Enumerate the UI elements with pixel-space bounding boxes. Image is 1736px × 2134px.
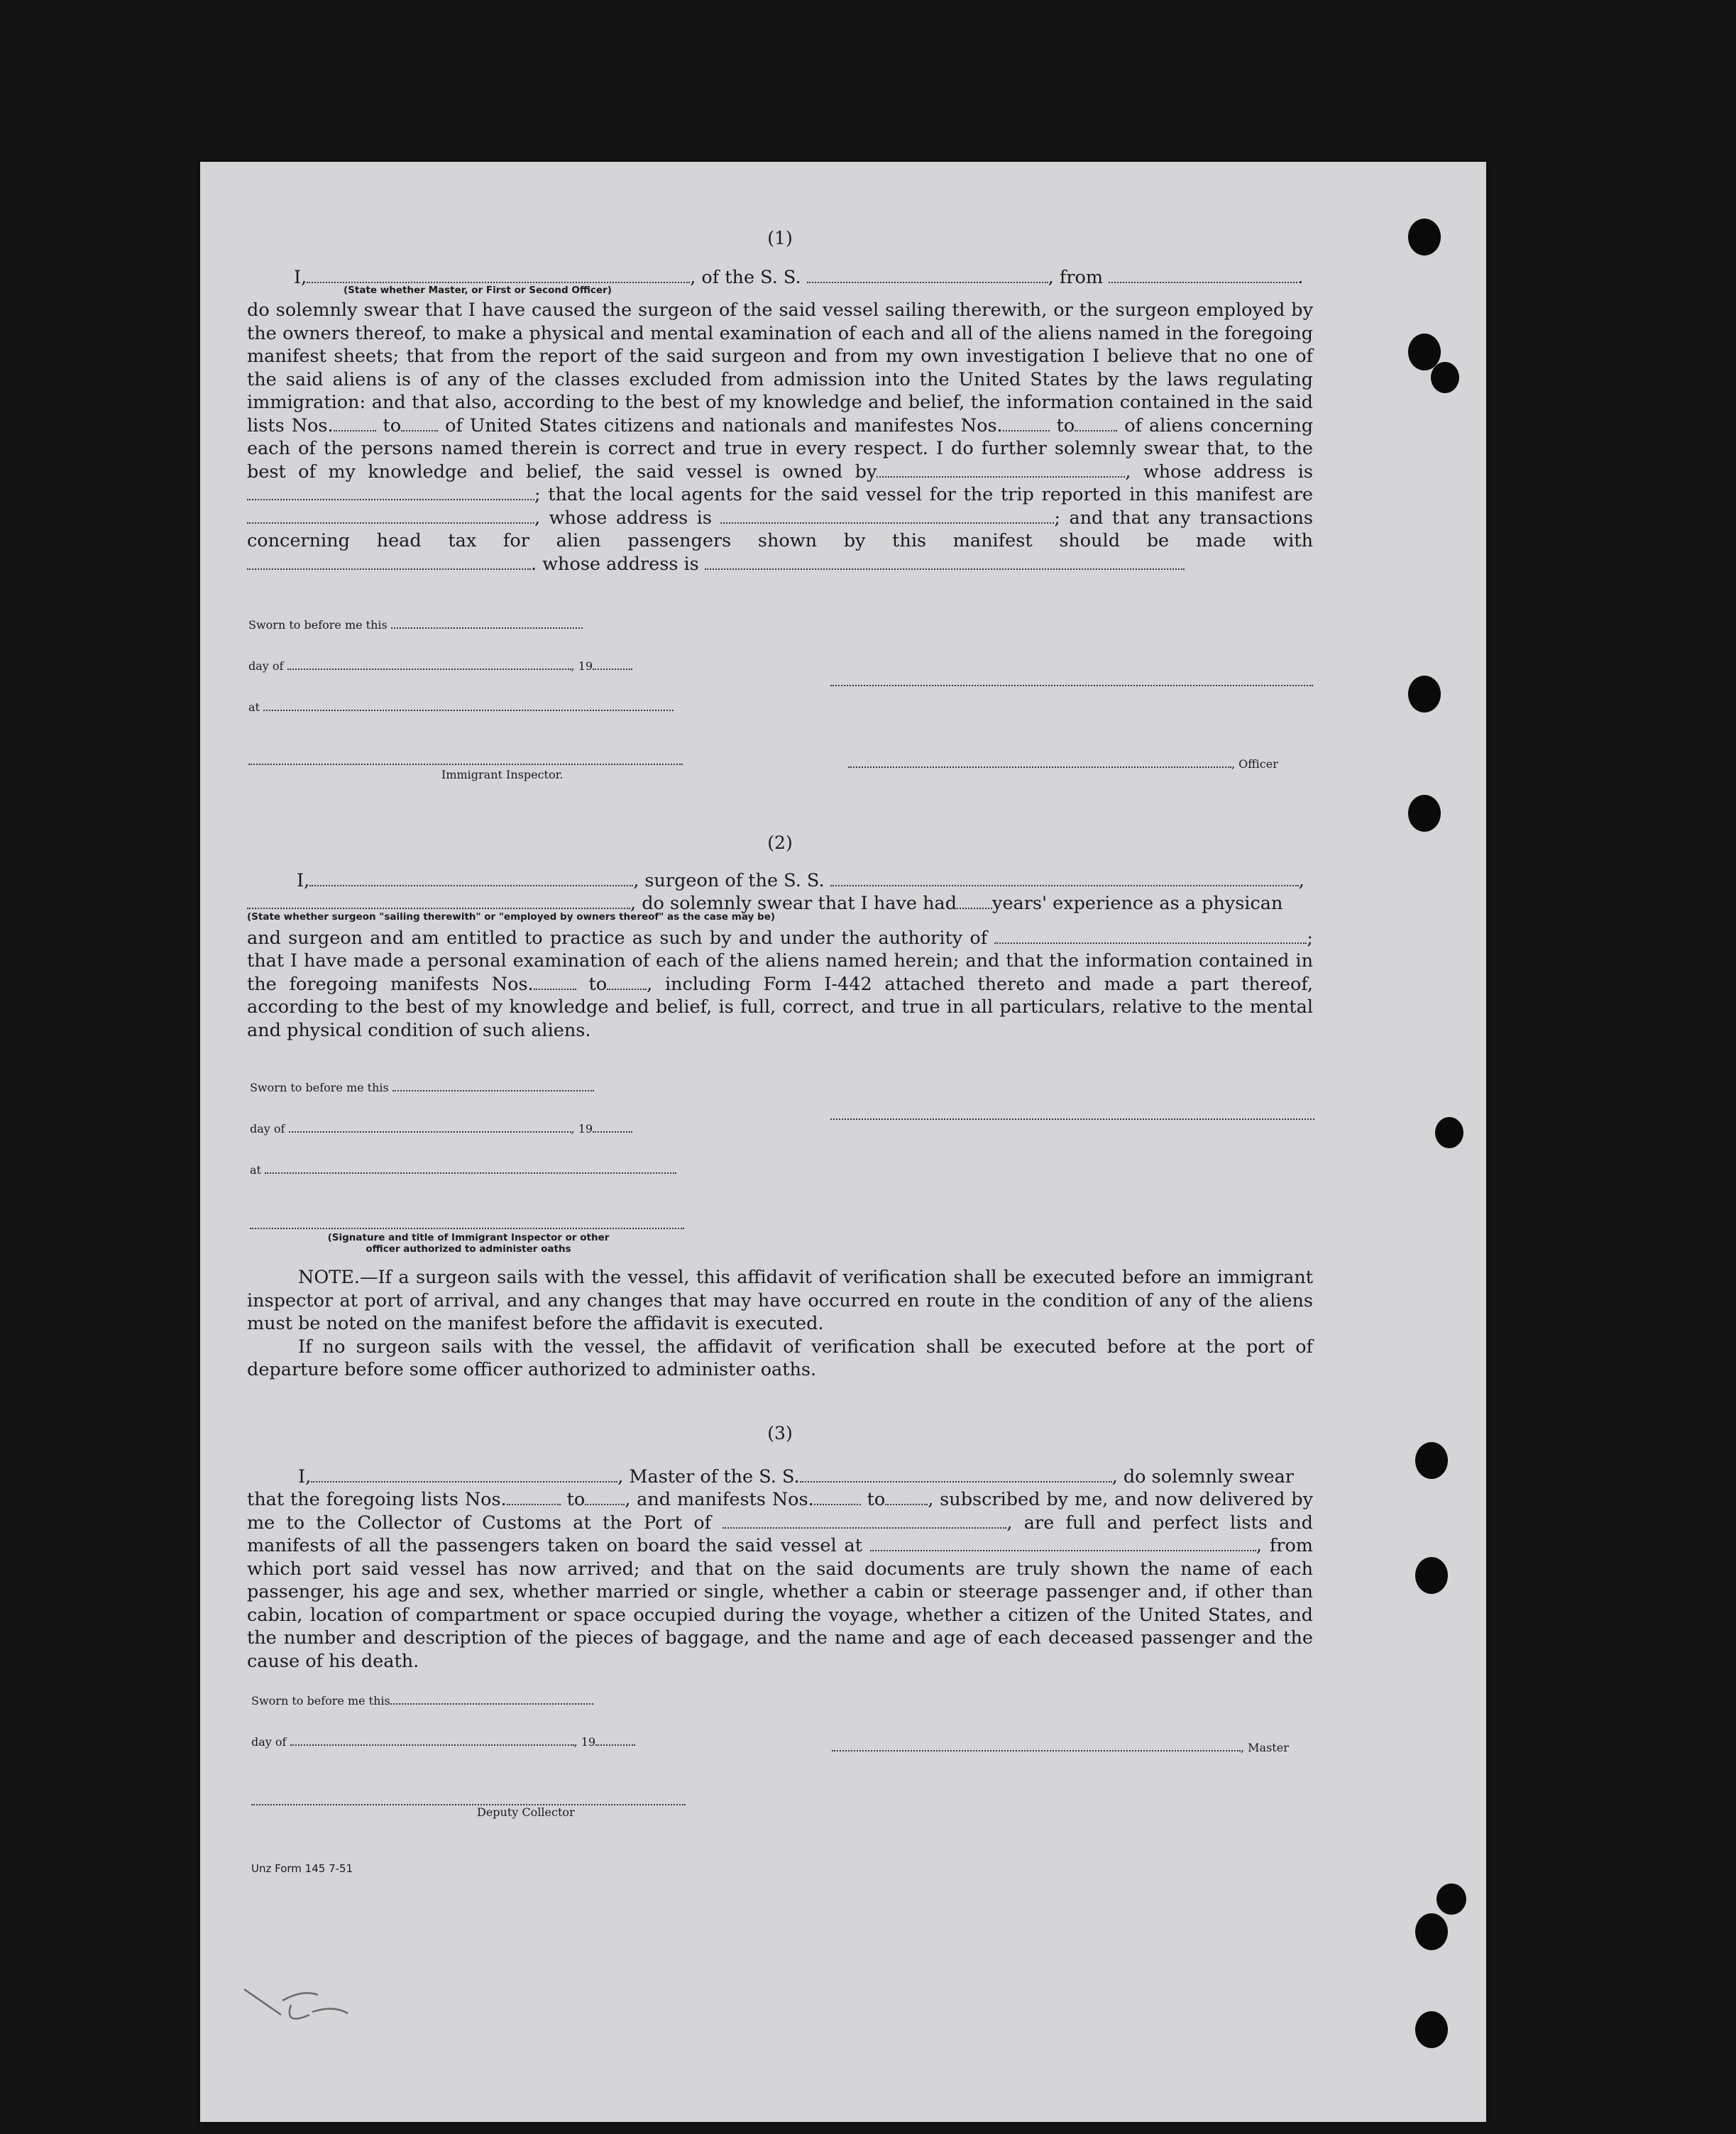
at-place-field[interactable] xyxy=(263,694,674,711)
authority-field[interactable] xyxy=(994,927,1307,944)
manifest-from-field-3[interactable] xyxy=(814,1488,861,1505)
officer-name-field[interactable] xyxy=(307,266,690,283)
oath-paragraph-1: do solemnly swear that I have caused the surgeon of the said vessel sailing therewith, or the surgeon employed by the owners thereof, to make a physical and mental examination of each and all of the aliens named in the foregoing manifest sheets; that from the report of the said surgeon and from my own investigation I believe that no one of the said aliens is of any of the classes excluded from admission into the United States by the laws regulating immigration: and that also, according to the best of my knowledge and belief, the information contained in the said lists Nos. to of United States citizens and nationals and manifestes Nos. to of aliens concerning each of the persons named therein is correct and true in every respect. I do further solemnly swear that, to the best of my knowledge and belief, the said vessel is owned by , whose address is ; that the local agents for the said vessel for the trip reported in this manifest are , whose address is ; and that any transactions concerning head tax for alien passengers shown by this manifest should be made with . whose address is xyxy=(247,299,1314,575)
year-field[interactable] xyxy=(593,653,632,670)
punch-hole xyxy=(1415,2011,1448,2048)
head-tax-contact-field[interactable] xyxy=(247,553,531,570)
list-to-field[interactable] xyxy=(401,414,438,431)
sworn-line-2: Sworn to before me this xyxy=(250,1074,594,1094)
experience-line: , do solemnly swear that I have had years' experience as a physican xyxy=(247,892,1313,915)
pencil-mark xyxy=(241,1984,355,2026)
note-paragraph-1: NOTE.—If a surgeon sails with the vessel, this affidavit of verification shall be executed before an immigrant inspector at port of arrival, and any changes that may have occurred en route in the condition of any of the aliens must be noted on the manifest before the affidavit is executed. xyxy=(247,1267,1313,1334)
head-tax-address-field[interactable] xyxy=(705,553,1185,570)
section-number: (1) xyxy=(767,228,793,248)
punch-hole xyxy=(1435,1117,1463,1148)
years-field[interactable] xyxy=(957,892,992,909)
section-number: (2) xyxy=(767,832,793,853)
agents-field[interactable] xyxy=(247,507,534,524)
surgeon-status-field[interactable] xyxy=(247,892,630,909)
surgeon-line: I, , surgeon of the S. S. , xyxy=(297,869,1304,891)
at-place-field-2[interactable] xyxy=(265,1157,676,1174)
inspector-signature-line[interactable] xyxy=(248,762,683,765)
surgeon-name-field[interactable] xyxy=(309,869,633,886)
day-of-line-3: day of , 19 xyxy=(251,1729,635,1749)
punch-hole xyxy=(1415,1442,1448,1479)
form-number: Unz Form 145 7-51 xyxy=(251,1862,353,1875)
agents-address-field[interactable] xyxy=(720,507,1054,524)
year-field-3[interactable] xyxy=(595,1729,635,1746)
manifest-from-field-2[interactable] xyxy=(534,973,576,990)
note-block xyxy=(247,1266,1313,1382)
officer-line: I, , of the S. S. , from . xyxy=(294,266,1304,288)
master-signature-row: , Master xyxy=(832,1734,1289,1754)
day-of-line-1: day of , 19 xyxy=(248,653,632,673)
from-port-field[interactable] xyxy=(1109,266,1297,283)
owner-address-field[interactable] xyxy=(247,483,534,500)
list-to-field-3[interactable] xyxy=(585,1488,625,1505)
collector-label: Deputy Collector xyxy=(477,1805,575,1819)
port-field[interactable] xyxy=(723,1512,1006,1529)
boarding-port-field[interactable] xyxy=(870,1534,1256,1551)
surgeon-hint: (State whether surgeon "sailing therewith" or "employed by owners thereof" as the case may be) xyxy=(247,911,776,923)
list-from-field[interactable] xyxy=(334,414,376,431)
punch-hole xyxy=(1415,1913,1448,1950)
punch-hole xyxy=(1408,795,1441,832)
sworn-day-field-3[interactable] xyxy=(390,1688,593,1705)
punch-hole xyxy=(1408,219,1441,255)
manifest-to-field-2[interactable] xyxy=(607,973,647,990)
oath-paragraph-2: and surgeon and am entitled to practice as such by and under the authority of ; that I have made a personal examination of each of the aliens named herein; and that the information contained in the foregoing manifests Nos. to , including Form I-442 attached thereto and made a part thereof, according to the best of my knowledge and belief, is full, correct, and true in all particulars, relative to the mental and physical condition of such aliens. xyxy=(247,927,1314,1041)
administrator-signature-line[interactable] xyxy=(250,1226,684,1229)
affidavit-section-3 xyxy=(247,1422,1313,1673)
officer-hint: (State whether Master, or First or Second Officer) xyxy=(344,285,612,296)
manifest-to-field[interactable] xyxy=(1075,414,1117,431)
inspector-label: Immigrant Inspector. xyxy=(441,768,564,781)
sworn-day-field[interactable] xyxy=(391,612,583,629)
oath-paragraph-3: that the foregoing lists Nos. to , and manifests Nos. to , subscribed by me, and now delivered by me to the Collector of Customs at the Port of , are full and perfect lists and manifests of all the passengers taken on board the said vessel at , from which port said vessel has now arrived; and that on the said documents are truly shown the name of each passenger, his age and sex, whether married or single, whether a cabin or steerage passenger and, if other than cabin, location of compartment or space occupied during the voyage, whether a citizen of the United States, and the number and description of the pieces of baggage, and the name and age of each deceased passenger and the cause of his death. xyxy=(247,1489,1314,1672)
owner-field[interactable] xyxy=(877,461,1125,478)
note-paragraph-2: If no surgeon sails with the vessel, the affidavit of verification shall be executed before at the port of departure before some officer authorized to administer oaths. xyxy=(247,1336,1313,1380)
manifest-from-field[interactable] xyxy=(1003,414,1050,431)
signature-hint: (Signature and title of Immigrant Inspector or other officer authorized to administer oaths xyxy=(327,1232,610,1255)
year-field-2[interactable] xyxy=(593,1116,632,1133)
day-of-field-2[interactable] xyxy=(289,1116,571,1133)
ship-name-field-2[interactable] xyxy=(830,869,1299,886)
punch-hole xyxy=(1408,676,1441,713)
master-signature-field[interactable] xyxy=(832,1734,1241,1751)
ship-name-field-3[interactable] xyxy=(800,1465,1112,1483)
officer-signature-field[interactable] xyxy=(848,751,1231,768)
sworn-line-3: Sworn to before me this xyxy=(251,1688,593,1707)
punch-hole xyxy=(1415,1557,1448,1594)
section-number: (3) xyxy=(767,1423,793,1443)
list-from-field-3[interactable] xyxy=(507,1488,561,1505)
at-line-1: at xyxy=(248,694,674,714)
manifest-to-field-3[interactable] xyxy=(885,1488,928,1505)
day-of-field[interactable] xyxy=(287,653,571,670)
affidavit-section-1 xyxy=(247,227,1313,576)
sworn-day-field-2[interactable] xyxy=(392,1074,594,1091)
surgeon-signature-line[interactable] xyxy=(830,1117,1314,1120)
ship-name-field[interactable] xyxy=(807,266,1048,283)
master-line: I, , Master of the S. S. , do solemnly swear xyxy=(298,1465,1294,1487)
signature-line[interactable] xyxy=(830,683,1313,686)
master-name-field[interactable] xyxy=(311,1465,617,1483)
at-line-2: at xyxy=(250,1157,676,1177)
officer-signature-row: , Officer xyxy=(848,751,1278,771)
punch-hole xyxy=(1431,362,1459,393)
affidavit-section-2 xyxy=(247,832,1313,1042)
day-of-field-3[interactable] xyxy=(290,1729,574,1746)
day-of-line-2: day of , 19 xyxy=(250,1116,632,1135)
punch-hole xyxy=(1436,1883,1466,1915)
sworn-line-1: Sworn to before me this xyxy=(248,612,583,632)
collector-signature-line[interactable] xyxy=(251,1803,686,1805)
